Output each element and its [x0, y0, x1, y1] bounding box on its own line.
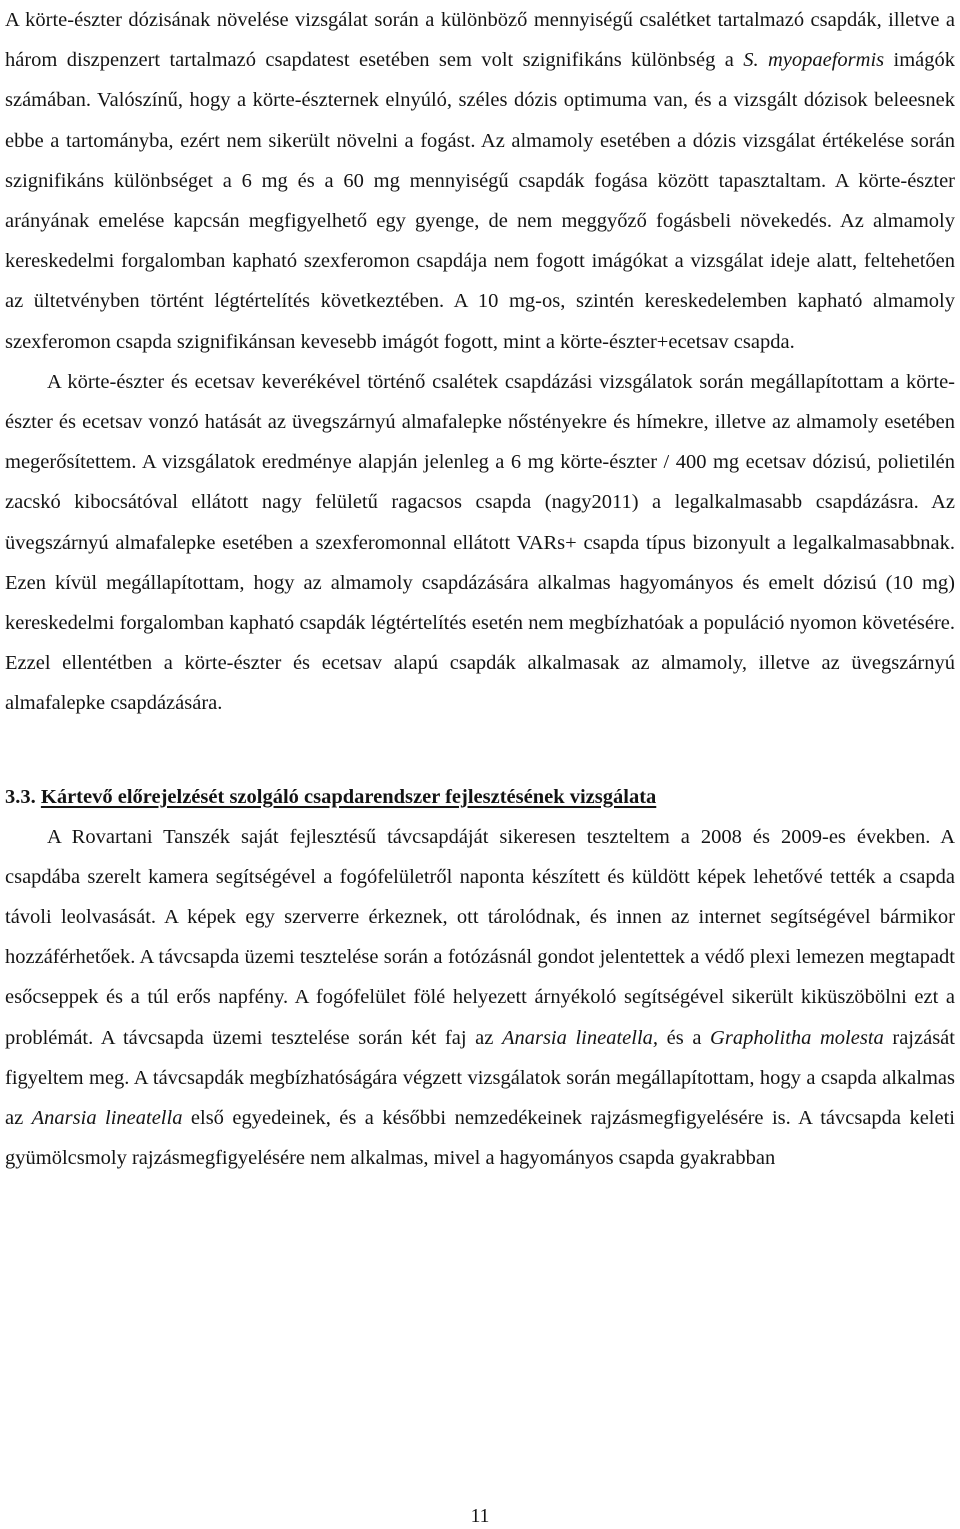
section-number: 3.3.: [5, 785, 36, 808]
paragraph-results-dose: A körte-észter dózisának növelése vizsgálat során a különböző mennyiségű csalétket tartalmazó csapdák, illetve a három diszpenzert tartalmazó csapdatest esetében sem volt szignifikáns különbség a S. myopaeformis imágók számában. Valószínű, hogy a körte-észternek elnyúló, széles dózis optimuma van, és a vizsgált dózisok beleesnek ebbe a tartományba, ezért nem sikerült növelni a fogást. Az almamoly esetében a dózis vizsgálat értékelése során szignifikáns különbséget a 6 mg és a 60 mg mennyiségű csapdák fogása között tapasztaltam. A körte-észter arányának emelése kapcsán megfigyelhető egy gyenge, de nem meggyőző fogásbeli növekedés. Az almamoly kereskedelmi forgalomban kapható szexferomon csapdája nem fogott imágókat a vizsgálat ideje alatt, feltehetően az ültetvényben történt légtértelítés következtében. A 10 mg-os, szintén kereskedelemben kapható almamoly szexferomon csapda szignifikánsan kevesebb imágót fogott, mint a körte-észter+ecetsav csapda.: [5, 9, 955, 353]
species-name: Grapholitha molesta: [710, 1026, 884, 1049]
document-page: [5, 0, 955, 1178]
page-number: 11: [470, 1506, 490, 1527]
section-spacer: [5, 724, 955, 777]
section-title: Kártevő előrejelzését szolgáló csapdarendszer fejlesztésének vizsgálata: [40, 785, 657, 808]
paragraph-remote-trap: A Rovartani Tanszék saját fejlesztésű távcsapdáját sikeresen teszteltem a 2008 és 2009-es években. A csapdába szerelt kamera segítségével a fogófelületről naponta készített és küldött képek lehetővé tették a csapda távoli leolvasását. A képek egy szerverre érkeznek, ott tárolódnak, és innen az internet segítségével bármikor hozzáférhetőek. A távcsapda üzemi tesztelése során a fotózásnál gondot jelentettek a védő plexi lemezen megtapadt esőcseppek és a túl erős napfény. A fogófelület fölé helyezett árnyékoló segítségével sikerült kiküszöbölni ezt a problémát. A távcsapda üzemi tesztelése során két faj az Anarsia lineatella, és a Grapholitha molesta rajzását figyeltem meg. A távcsapdák megbízhatóságára végzett vizsgálatok során megállapítottam, hogy a csapda alkalmas az Anarsia lineatella első egyedeinek, és a későbbi nemzedékeinek rajzásmegfigyelésére is. A távcsapda keleti gyümölcsmoly rajzásmegfigyelésére nem alkalmas, mivel a hagyományos csapda gyakrabban: [5, 825, 955, 1170]
species-name: S. myopaeformis: [743, 49, 885, 72]
species-name: Anarsia lineatella,: [501, 1026, 659, 1049]
species-name: Anarsia lineatella: [31, 1107, 183, 1130]
paragraph-conclusions: A körte-észter és ecetsav keverékével történő csalétek csapdázási vizsgálatok során megállapítottam a körte-észter és ecetsav vonzó hatását az üvegszárnyú almafalepke nőstényekre és hímekre, illetve az almamoly esetében megerősítettem. A vizsgálatok eredménye alapján jelenleg a 6 mg körte-észter / 400 mg ecetsav dózisú, polietilén zacskó kibocsátóval ellátott nagy felületű ragacsos csapda (nagy2011) a legalkalmasabb csapdázásra. Az üvegszárnyú almafalepke esetében a szexferomonnal ellátott VARs+ csapda típus bizonyult a legalkalmasabbnak. Ezen kívül megállapítottam, hogy az almamoly csapdázására alkalmas hagyományos és emelt dózisú (10 mg) kereskedelmi forgalomban kapható csapdák légtértelítés esetén nem megbízhatóak a populáció nyomon követésére. Ezzel ellentétben a körte-észter és ecetsav alapú csapdák alkalmasak az almamoly, illetve az üvegszárnyú almafalepke csapdázására.: [5, 370, 955, 715]
section-heading: [5, 777, 955, 817]
